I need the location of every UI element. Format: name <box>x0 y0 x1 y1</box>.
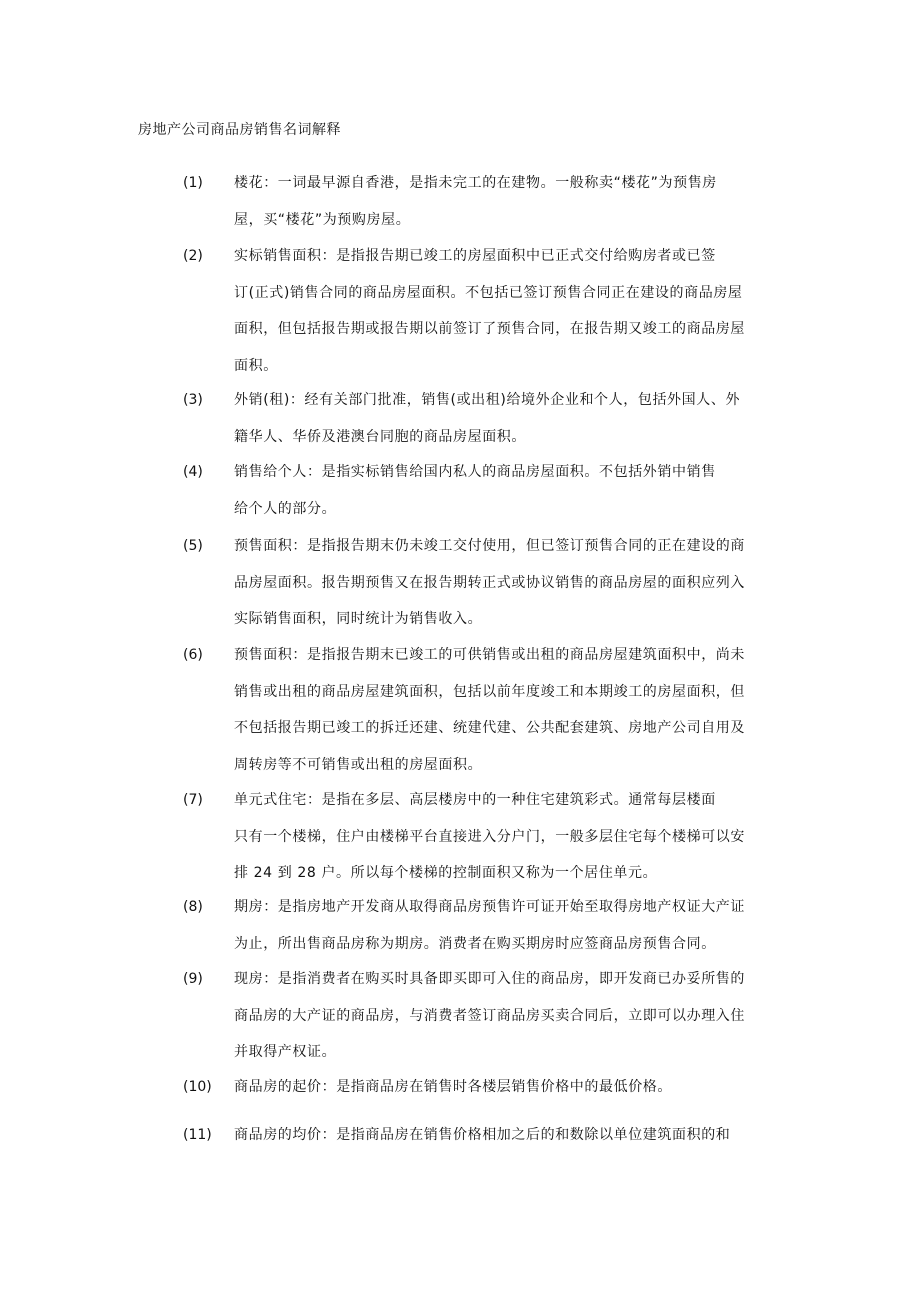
entry-text-line: 单元式住宅：是指在多层、高层楼房中的一种住宅建筑彩式。通常每层楼面 <box>234 792 716 808</box>
entry-text-line: 期房：是指房地产开发商从取得商品房预售许可证开始至取得房地产权证大产证 <box>234 899 745 915</box>
entry-text-line: 现房：是指消费者在购买时具备即买即可入住的商品房，即开发商已办妥所售的 <box>234 971 745 987</box>
entry-number: (6) <box>183 647 203 663</box>
entry-number: (4) <box>183 464 203 480</box>
entry-text-line: 预售面积：是指报告期末已竣工的可供销售或出租的商品房屋建筑面积中，尚未 <box>234 647 745 663</box>
entry-number: (5) <box>183 538 203 554</box>
entry-text-line: 销售给个人：是指实标销售给国内私人的商品房屋面积。不包括外销中销售 <box>234 464 716 480</box>
entry-text-line: 给个人的部分。 <box>234 501 337 517</box>
entry-text-line: 面积。 <box>234 358 278 374</box>
entry-text-line: 不包括报告期已竣工的拆迁还建、统建代建、公共配套建筑、房地产公司自用及 <box>234 720 745 736</box>
entry-text-line: 商品房的大产证的商品房，与消费者签订商品房买卖合同后，立即可以办理入住 <box>234 1008 745 1024</box>
entry-text-line: 品房屋面积。报告期预售又在报告期转正式或协议销售的商品房屋的面积应列入 <box>234 575 745 591</box>
entry-text-line: 面积，但包括报告期或报告期以前签订了预售合同，在报告期又竣工的商品房屋 <box>234 321 745 337</box>
entry-text-line: 籍华人、华侨及港澳台同胞的商品房屋面积。 <box>234 429 526 445</box>
entry-text-line: 预售面积：是指报告期末仍未竣工交付使用，但已签订预售合同的正在建设的商 <box>234 538 745 554</box>
entry-number: (8) <box>183 899 203 915</box>
entry-text-line: 只有一个楼梯，住户由楼梯平台直接进入分户门，一般多层住宅每个楼梯可以安 <box>234 829 745 845</box>
entry-text-line: 为止，所出售商品房称为期房。消费者在购买期房时应签商品房预售合同。 <box>234 936 716 952</box>
entry-text-line: 订(正式)销售合同的商品房屋面积。不包括已签订预售合同正在建设的商品房屋 <box>234 285 743 301</box>
entry-number: (10) <box>183 1079 212 1095</box>
document-title: 房地产公司商品房销售名词解释 <box>138 122 341 138</box>
entry-text-line: 商品房的起价：是指商品房在销售时各楼层销售价格中的最低价格。 <box>234 1079 672 1095</box>
entry-text-line: 屋，买“楼花”为预购房屋。 <box>234 212 411 228</box>
entry-number: (2) <box>183 248 203 264</box>
entry-text-line: 实标销售面积：是指报告期已竣工的房屋面积中已正式交付给购房者或已签 <box>234 248 716 264</box>
entry-number: (7) <box>183 792 203 808</box>
entry-text-line: 楼花：一词最早源自香港，是指未完工的在建物。一般称卖“楼花”为预售房 <box>234 175 717 191</box>
entry-text-line: 商品房的均价：是指商品房在销售价格相加之后的和数除以单位建筑面积的和 <box>234 1127 731 1143</box>
entry-number: (9) <box>183 971 203 987</box>
entry-text-line: 并取得产权证。 <box>234 1044 337 1060</box>
entry-text-line: 排 24 到 28 户。所以每个楼梯的控制面积又称为一个居住单元。 <box>234 865 658 881</box>
entry-number: (1) <box>183 175 203 191</box>
entry-text-line: 实际销售面积，同时统计为销售收入。 <box>234 611 483 627</box>
entry-text-line: 周转房等不可销售或出租的房屋面积。 <box>234 757 483 773</box>
entry-number: (11) <box>183 1127 212 1143</box>
entry-text-line: 外销(租)：经有关部门批准，销售(或出租)给境外企业和个人，包括外国人、外 <box>234 392 741 408</box>
entry-number: (3) <box>183 392 203 408</box>
entry-text-line: 销售或出租的商品房屋建筑面积，包括以前年度竣工和本期竣工的房屋面积，但 <box>234 684 745 700</box>
